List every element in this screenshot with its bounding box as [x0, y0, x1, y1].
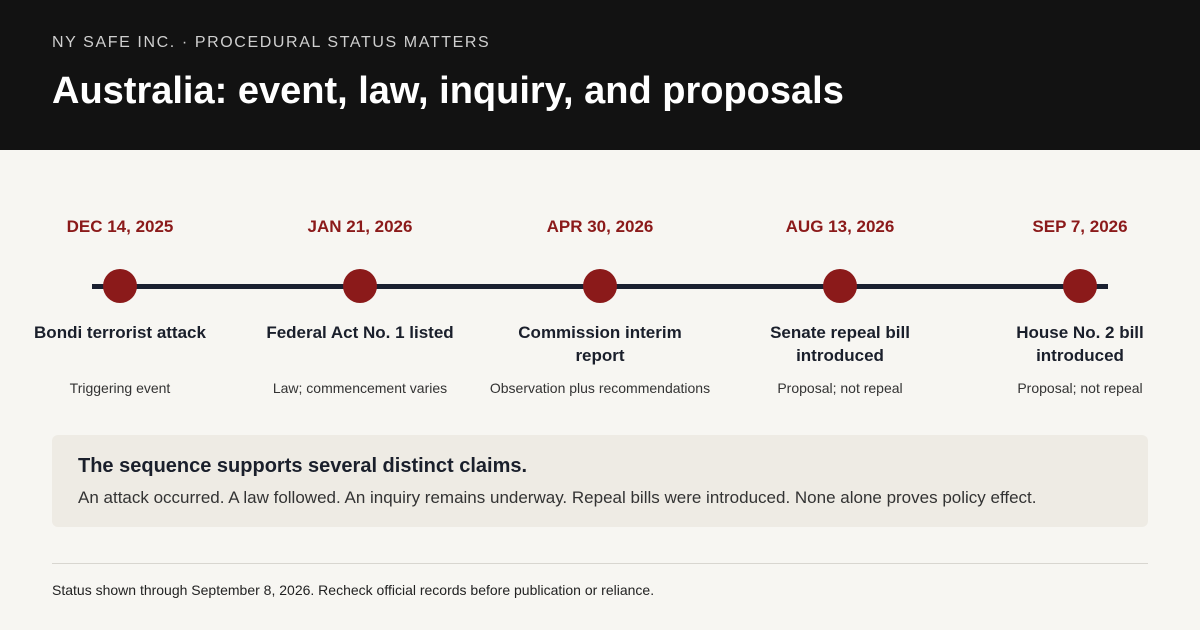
event-marker	[1063, 269, 1097, 303]
callout-body: An attack occurred. A law followed. An inquiry remains underway. Repeal bills were introduced. None alone proves policy effect.	[78, 488, 1037, 507]
event-title: Commission interim report	[518, 323, 682, 365]
header-banner	[0, 0, 1200, 150]
page-title: Australia: event, law, inquiry, and proposals	[52, 70, 844, 112]
event-date: JAN 21, 2026	[307, 217, 413, 236]
event-title: Senate repeal bill introduced	[770, 323, 910, 365]
event-title: House No. 2 bill introduced	[1016, 323, 1144, 365]
event-title: Bondi terrorist attack	[34, 323, 206, 342]
summary-callout	[52, 435, 1148, 527]
event-title: Federal Act No. 1 listed	[266, 323, 454, 342]
callout-heading: The sequence supports several distinct claims.	[78, 455, 528, 477]
event-date: DEC 14, 2025	[66, 217, 174, 236]
event-marker	[103, 269, 137, 303]
event-marker	[583, 269, 617, 303]
event-date: APR 30, 2026	[546, 217, 654, 236]
header-kicker: NY SAFE INC. · PROCEDURAL STATUS MATTERS	[52, 34, 491, 51]
event-note: Proposal; not repeal	[777, 380, 903, 396]
event-marker	[343, 269, 377, 303]
event-note: Proposal; not repeal	[1017, 380, 1143, 396]
event-note: Triggering event	[69, 380, 171, 396]
event-note: Law; commencement varies	[272, 380, 448, 396]
event-marker	[823, 269, 857, 303]
footer-note: Status shown through September 8, 2026. Recheck official records before publication or reliance.	[52, 582, 655, 598]
event-date: SEP 7, 2026	[1032, 217, 1128, 236]
event-note: Observation plus recommendations	[489, 380, 711, 396]
event-date: AUG 13, 2026	[785, 217, 895, 236]
footer-divider	[52, 563, 1148, 564]
